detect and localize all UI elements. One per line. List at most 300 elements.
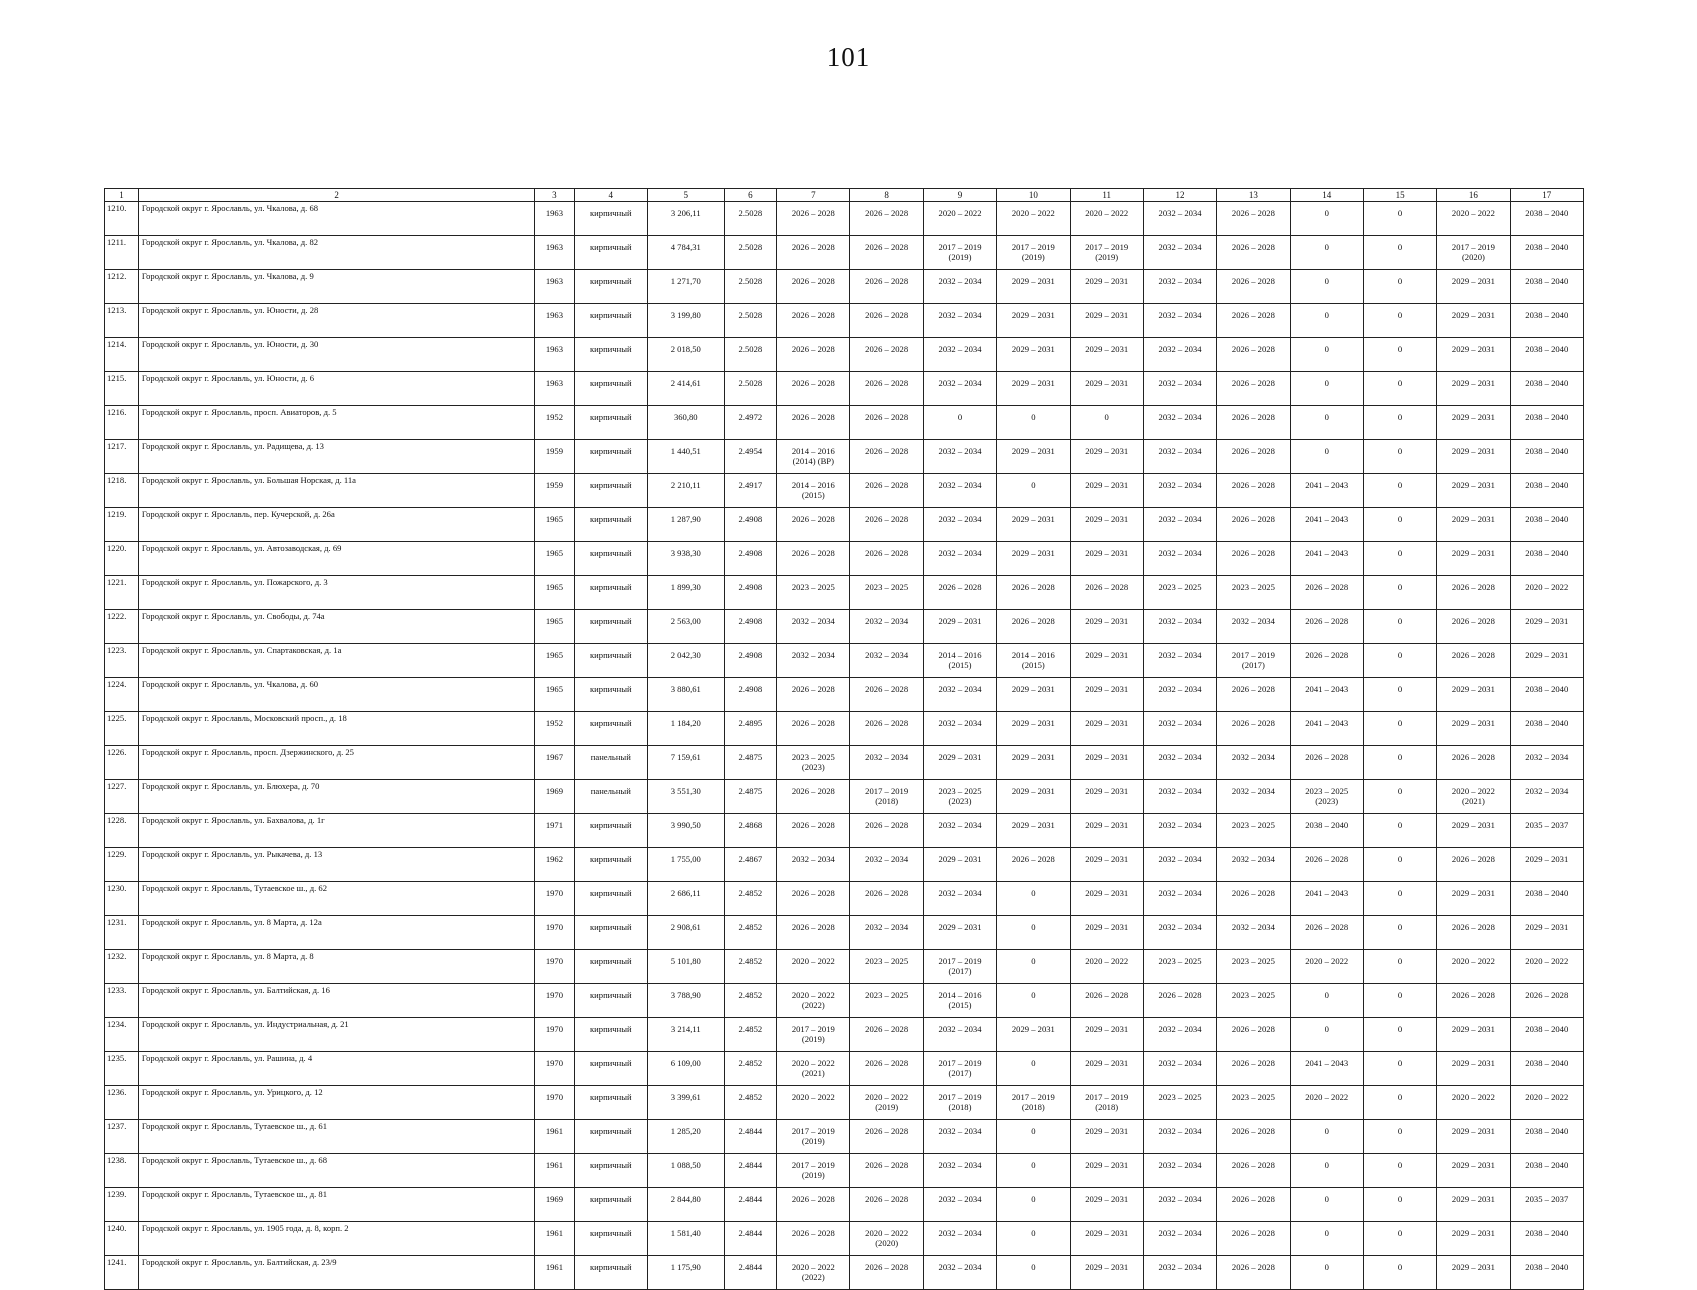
period-col-12-cell: 2032 – 2034 [1143,1188,1216,1222]
row-number-cell: 1217. [105,440,139,474]
period-col-10-cell: 2029 – 2031 [997,440,1070,474]
period-col-9-cell: 2014 – 2016 (2015) [923,644,996,678]
period-col-13-cell: 2026 – 2028 [1217,202,1290,236]
period-col-10-cell: 2029 – 2031 [997,542,1070,576]
period-col-11-cell: 2029 – 2031 [1070,814,1143,848]
period-col-10-cell: 2029 – 2031 [997,746,1070,780]
period-col-11-cell: 2029 – 2031 [1070,338,1143,372]
period-col-17-cell: 2035 – 2037 [1510,814,1583,848]
coefficient-cell: 2.5028 [724,236,777,270]
period-col-7-cell: 2026 – 2028 [777,270,850,304]
coefficient-cell: 2.4867 [724,848,777,882]
row-number-cell: 1210. [105,202,139,236]
year-built-cell: 1961 [535,1256,574,1290]
period-col-14-cell: 2020 – 2022 [1290,950,1363,984]
table-row [105,270,1584,304]
address-cell: Городской округ г. Ярославль, ул. Большая Норская, д. 11а [138,474,534,508]
table-row [105,1188,1584,1222]
period-col-11-cell: 2029 – 2031 [1070,474,1143,508]
area-cell: 2 018,50 [647,338,724,372]
period-col-15-cell: 0 [1363,780,1436,814]
row-number-cell: 1219. [105,508,139,542]
period-col-7-cell: 2014 – 2016 (2015) [777,474,850,508]
row-number-cell: 1213. [105,304,139,338]
period-col-8-cell: 2026 – 2028 [850,542,923,576]
period-col-16-cell: 2020 – 2022 [1437,1086,1510,1120]
period-col-13-cell: 2026 – 2028 [1217,1018,1290,1052]
period-col-12-cell: 2032 – 2034 [1143,542,1216,576]
period-col-11-cell: 2020 – 2022 [1070,950,1143,984]
period-col-10-cell: 0 [997,950,1070,984]
period-col-12-cell: 2032 – 2034 [1143,508,1216,542]
address-cell: Городской округ г. Ярославль, ул. Юности, д. 30 [138,338,534,372]
period-col-17-cell: 2038 – 2040 [1510,1256,1583,1290]
address-cell: Городской округ г. Ярославль, ул. Чкалова, д. 9 [138,270,534,304]
period-col-12-cell: 2032 – 2034 [1143,746,1216,780]
period-col-10-cell: 2029 – 2031 [997,508,1070,542]
year-built-cell: 1969 [535,1188,574,1222]
period-col-8-cell: 2026 – 2028 [850,508,923,542]
period-col-15-cell: 0 [1363,508,1436,542]
area-cell: 6 109,00 [647,1052,724,1086]
period-col-14-cell: 0 [1290,1222,1363,1256]
period-col-16-cell: 2029 – 2031 [1437,712,1510,746]
period-col-17-cell: 2038 – 2040 [1510,304,1583,338]
coefficient-cell: 2.4844 [724,1222,777,1256]
period-col-8-cell: 2026 – 2028 [850,882,923,916]
period-col-7-cell: 2026 – 2028 [777,304,850,338]
period-col-11-cell: 2029 – 2031 [1070,440,1143,474]
table-row [105,576,1584,610]
period-col-14-cell: 2026 – 2028 [1290,576,1363,610]
area-cell: 3 214,11 [647,1018,724,1052]
period-col-12-cell: 2032 – 2034 [1143,406,1216,440]
period-col-13-cell: 2026 – 2028 [1217,1256,1290,1290]
period-col-9-cell: 2026 – 2028 [923,576,996,610]
period-col-9-cell: 2032 – 2034 [923,338,996,372]
period-col-9-cell: 2032 – 2034 [923,678,996,712]
area-cell: 1 285,20 [647,1120,724,1154]
row-number-cell: 1227. [105,780,139,814]
wall-material-cell: кирпичный [574,882,647,916]
period-col-17-cell: 2038 – 2040 [1510,1052,1583,1086]
period-col-15-cell: 0 [1363,1154,1436,1188]
period-col-7-cell: 2026 – 2028 [777,814,850,848]
coefficient-cell: 2.4844 [724,1188,777,1222]
period-col-7-cell: 2032 – 2034 [777,610,850,644]
table-row [105,882,1584,916]
period-col-17-cell: 2029 – 2031 [1510,610,1583,644]
period-col-7-cell: 2020 – 2022 [777,950,850,984]
period-col-17-cell: 2038 – 2040 [1510,338,1583,372]
area-cell: 1 287,90 [647,508,724,542]
table-row [105,678,1584,712]
year-built-cell: 1970 [535,916,574,950]
period-col-13-cell: 2023 – 2025 [1217,576,1290,610]
period-col-9-cell: 2032 – 2034 [923,1120,996,1154]
period-col-8-cell: 2026 – 2028 [850,440,923,474]
period-col-17-cell: 2038 – 2040 [1510,678,1583,712]
period-col-14-cell: 0 [1290,1120,1363,1154]
address-cell: Городской округ г. Ярославль, ул. Балтийская, д. 16 [138,984,534,1018]
wall-material-cell: кирпичный [574,916,647,950]
period-col-14-cell: 0 [1290,202,1363,236]
period-col-7-cell: 2026 – 2028 [777,542,850,576]
row-number-cell: 1238. [105,1154,139,1188]
period-col-16-cell: 2029 – 2031 [1437,882,1510,916]
period-col-9-cell: 2017 – 2019 (2019) [923,236,996,270]
period-col-15-cell: 0 [1363,746,1436,780]
period-col-14-cell: 2023 – 2025 (2023) [1290,780,1363,814]
period-col-13-cell: 2023 – 2025 [1217,814,1290,848]
wall-material-cell: кирпичный [574,1154,647,1188]
period-col-15-cell: 0 [1363,1120,1436,1154]
period-col-15-cell: 0 [1363,848,1436,882]
coefficient-cell: 2.4954 [724,440,777,474]
row-number-cell: 1224. [105,678,139,712]
period-col-8-cell: 2026 – 2028 [850,236,923,270]
row-number-cell: 1233. [105,984,139,1018]
column-number-header: 11 [1070,189,1143,202]
address-cell: Городской округ г. Ярославль, ул. Индустриальная, д. 21 [138,1018,534,1052]
year-built-cell: 1952 [535,712,574,746]
row-number-cell: 1236. [105,1086,139,1120]
year-built-cell: 1961 [535,1120,574,1154]
period-col-16-cell: 2029 – 2031 [1437,304,1510,338]
period-col-15-cell: 0 [1363,882,1436,916]
period-col-15-cell: 0 [1363,474,1436,508]
period-col-11-cell: 2029 – 2031 [1070,542,1143,576]
period-col-8-cell: 2032 – 2034 [850,848,923,882]
period-col-11-cell: 2029 – 2031 [1070,1052,1143,1086]
period-col-7-cell: 2026 – 2028 [777,780,850,814]
row-number-cell: 1226. [105,746,139,780]
period-col-10-cell: 2029 – 2031 [997,712,1070,746]
coefficient-cell: 2.4852 [724,950,777,984]
period-col-17-cell: 2038 – 2040 [1510,882,1583,916]
row-number-cell: 1215. [105,372,139,406]
year-built-cell: 1969 [535,780,574,814]
period-col-16-cell: 2026 – 2028 [1437,576,1510,610]
coefficient-cell: 2.5028 [724,270,777,304]
row-number-cell: 1229. [105,848,139,882]
table-row [105,1222,1584,1256]
period-col-17-cell: 2038 – 2040 [1510,542,1583,576]
area-cell: 3 990,50 [647,814,724,848]
period-col-14-cell: 0 [1290,372,1363,406]
period-col-9-cell: 2032 – 2034 [923,304,996,338]
period-col-8-cell: 2026 – 2028 [850,202,923,236]
address-cell: Городской округ г. Ярославль, просп. Дзержинского, д. 25 [138,746,534,780]
period-col-17-cell: 2038 – 2040 [1510,202,1583,236]
row-number-cell: 1231. [105,916,139,950]
area-cell: 2 563,00 [647,610,724,644]
year-built-cell: 1970 [535,1052,574,1086]
period-col-8-cell: 2026 – 2028 [850,1018,923,1052]
period-col-12-cell: 2032 – 2034 [1143,440,1216,474]
coefficient-cell: 2.4844 [724,1256,777,1290]
period-col-7-cell: 2026 – 2028 [777,338,850,372]
area-cell: 2 908,61 [647,916,724,950]
period-col-8-cell: 2026 – 2028 [850,1120,923,1154]
row-number-cell: 1214. [105,338,139,372]
period-col-13-cell: 2026 – 2028 [1217,712,1290,746]
period-col-11-cell: 2029 – 2031 [1070,304,1143,338]
period-col-7-cell: 2032 – 2034 [777,644,850,678]
period-col-17-cell: 2026 – 2028 [1510,984,1583,1018]
year-built-cell: 1963 [535,202,574,236]
wall-material-cell: кирпичный [574,304,647,338]
row-number-cell: 1212. [105,270,139,304]
wall-material-cell: кирпичный [574,270,647,304]
period-col-10-cell: 2014 – 2016 (2015) [997,644,1070,678]
year-built-cell: 1963 [535,338,574,372]
period-col-10-cell: 2029 – 2031 [997,678,1070,712]
row-number-cell: 1230. [105,882,139,916]
period-col-17-cell: 2029 – 2031 [1510,644,1583,678]
period-col-17-cell: 2020 – 2022 [1510,1086,1583,1120]
period-col-14-cell: 0 [1290,304,1363,338]
period-col-8-cell: 2026 – 2028 [850,814,923,848]
coefficient-cell: 2.4908 [724,644,777,678]
table-row [105,1052,1584,1086]
area-cell: 2 844,80 [647,1188,724,1222]
period-col-7-cell: 2026 – 2028 [777,1222,850,1256]
table-row [105,1086,1584,1120]
year-built-cell: 1963 [535,304,574,338]
area-cell: 4 784,31 [647,236,724,270]
period-col-17-cell: 2032 – 2034 [1510,780,1583,814]
period-col-16-cell: 2029 – 2031 [1437,372,1510,406]
year-built-cell: 1965 [535,576,574,610]
wall-material-cell: кирпичный [574,576,647,610]
address-cell: Городской округ г. Ярославль, ул. Автозаводская, д. 69 [138,542,534,576]
period-col-13-cell: 2026 – 2028 [1217,474,1290,508]
address-cell: Городской округ г. Ярославль, ул. Пожарского, д. 3 [138,576,534,610]
year-built-cell: 1970 [535,950,574,984]
table-row [105,236,1584,270]
column-number-header: 15 [1363,189,1436,202]
table-row [105,814,1584,848]
period-col-14-cell: 2041 – 2043 [1290,508,1363,542]
wall-material-cell: кирпичный [574,1086,647,1120]
period-col-12-cell: 2032 – 2034 [1143,644,1216,678]
period-col-16-cell: 2029 – 2031 [1437,542,1510,576]
period-col-11-cell: 2029 – 2031 [1070,610,1143,644]
period-col-10-cell: 2029 – 2031 [997,270,1070,304]
period-col-10-cell: 2029 – 2031 [997,780,1070,814]
period-col-8-cell: 2032 – 2034 [850,746,923,780]
period-col-11-cell: 2029 – 2031 [1070,1222,1143,1256]
address-cell: Городской округ г. Ярославль, ул. Блюхера, д. 70 [138,780,534,814]
coefficient-cell: 2.4908 [724,678,777,712]
year-built-cell: 1965 [535,610,574,644]
wall-material-cell: кирпичный [574,678,647,712]
wall-material-cell: кирпичный [574,712,647,746]
row-number-cell: 1232. [105,950,139,984]
row-number-cell: 1235. [105,1052,139,1086]
area-cell: 1 755,00 [647,848,724,882]
area-cell: 1 175,90 [647,1256,724,1290]
wall-material-cell: кирпичный [574,644,647,678]
coefficient-cell: 2.4908 [724,576,777,610]
period-col-12-cell: 2032 – 2034 [1143,474,1216,508]
period-col-10-cell: 2026 – 2028 [997,610,1070,644]
period-col-15-cell: 0 [1363,610,1436,644]
row-number-cell: 1221. [105,576,139,610]
period-col-7-cell: 2026 – 2028 [777,406,850,440]
address-cell: Городской округ г. Ярославль, Тутаевское ш., д. 81 [138,1188,534,1222]
period-col-15-cell: 0 [1363,236,1436,270]
period-col-16-cell: 2029 – 2031 [1437,1052,1510,1086]
period-col-16-cell: 2026 – 2028 [1437,644,1510,678]
table-row [105,746,1584,780]
address-cell: Городской округ г. Ярославль, ул. Юности, д. 6 [138,372,534,406]
area-cell: 3 199,80 [647,304,724,338]
period-col-13-cell: 2032 – 2034 [1217,610,1290,644]
period-col-8-cell: 2026 – 2028 [850,1256,923,1290]
period-col-7-cell: 2026 – 2028 [777,712,850,746]
period-col-13-cell: 2023 – 2025 [1217,950,1290,984]
period-col-15-cell: 0 [1363,1256,1436,1290]
column-number-header: 12 [1143,189,1216,202]
period-col-10-cell: 2029 – 2031 [997,304,1070,338]
year-built-cell: 1970 [535,882,574,916]
coefficient-cell: 2.4972 [724,406,777,440]
area-cell: 1 899,30 [647,576,724,610]
year-built-cell: 1963 [535,372,574,406]
wall-material-cell: кирпичный [574,440,647,474]
period-col-9-cell: 2032 – 2034 [923,270,996,304]
area-cell: 360,80 [647,406,724,440]
period-col-12-cell: 2032 – 2034 [1143,372,1216,406]
period-col-12-cell: 2032 – 2034 [1143,814,1216,848]
period-col-9-cell: 2032 – 2034 [923,474,996,508]
period-col-7-cell: 2026 – 2028 [777,508,850,542]
table-row [105,610,1584,644]
period-col-15-cell: 0 [1363,950,1436,984]
period-col-16-cell: 2026 – 2028 [1437,746,1510,780]
address-cell: Городской округ г. Ярославль, ул. Рашина, д. 4 [138,1052,534,1086]
coefficient-cell: 2.4852 [724,916,777,950]
address-cell: Городской округ г. Ярославль, ул. Урицкого, д. 12 [138,1086,534,1120]
area-cell: 1 184,20 [647,712,724,746]
period-col-7-cell: 2020 – 2022 (2021) [777,1052,850,1086]
address-cell: Городской округ г. Ярославль, ул. Бахвалова, д. 1г [138,814,534,848]
period-col-12-cell: 2023 – 2025 [1143,950,1216,984]
period-col-13-cell: 2026 – 2028 [1217,338,1290,372]
period-col-10-cell: 0 [997,1052,1070,1086]
period-col-7-cell: 2032 – 2034 [777,848,850,882]
year-built-cell: 1952 [535,406,574,440]
year-built-cell: 1967 [535,746,574,780]
table-row [105,542,1584,576]
period-col-16-cell: 2026 – 2028 [1437,610,1510,644]
period-col-15-cell: 0 [1363,1222,1436,1256]
period-col-11-cell: 2029 – 2031 [1070,882,1143,916]
coefficient-cell: 2.4895 [724,712,777,746]
area-cell: 2 042,30 [647,644,724,678]
area-cell: 3 399,61 [647,1086,724,1120]
period-col-8-cell: 2026 – 2028 [850,712,923,746]
wall-material-cell: кирпичный [574,1052,647,1086]
period-col-17-cell: 2038 – 2040 [1510,270,1583,304]
period-col-7-cell: 2026 – 2028 [777,202,850,236]
table-row [105,1018,1584,1052]
period-col-16-cell: 2029 – 2031 [1437,678,1510,712]
column-number-header: 2 [138,189,534,202]
period-col-13-cell: 2032 – 2034 [1217,848,1290,882]
period-col-12-cell: 2032 – 2034 [1143,236,1216,270]
row-number-cell: 1211. [105,236,139,270]
row-number-cell: 1223. [105,644,139,678]
period-col-8-cell: 2026 – 2028 [850,304,923,338]
year-built-cell: 1961 [535,1154,574,1188]
coefficient-cell: 2.4875 [724,780,777,814]
period-col-17-cell: 2029 – 2031 [1510,916,1583,950]
period-col-13-cell: 2026 – 2028 [1217,236,1290,270]
period-col-10-cell: 2029 – 2031 [997,814,1070,848]
period-col-15-cell: 0 [1363,1188,1436,1222]
address-cell: Городской округ г. Ярославль, ул. 1905 года, д. 8, корп. 2 [138,1222,534,1256]
year-built-cell: 1971 [535,814,574,848]
address-cell: Городской округ г. Ярославль, ул. Чкалова, д. 68 [138,202,534,236]
period-col-9-cell: 2017 – 2019 (2017) [923,950,996,984]
row-number-cell: 1218. [105,474,139,508]
table-row [105,1120,1584,1154]
address-cell: Городской округ г. Ярославль, ул. 8 Марта, д. 12а [138,916,534,950]
table-row [105,1256,1584,1290]
period-col-12-cell: 2032 – 2034 [1143,780,1216,814]
period-col-12-cell: 2032 – 2034 [1143,882,1216,916]
period-col-16-cell: 2029 – 2031 [1437,814,1510,848]
column-number-header: 14 [1290,189,1363,202]
year-built-cell: 1965 [535,644,574,678]
period-col-14-cell: 0 [1290,984,1363,1018]
period-col-14-cell: 2026 – 2028 [1290,644,1363,678]
address-cell: Городской округ г. Ярославль, ул. Балтийская, д. 23/9 [138,1256,534,1290]
period-col-14-cell: 2026 – 2028 [1290,746,1363,780]
period-col-17-cell: 2038 – 2040 [1510,1154,1583,1188]
period-col-16-cell: 2020 – 2022 [1437,202,1510,236]
period-col-11-cell: 2029 – 2031 [1070,508,1143,542]
period-col-13-cell: 2026 – 2028 [1217,270,1290,304]
coefficient-cell: 2.4875 [724,746,777,780]
year-built-cell: 1963 [535,270,574,304]
address-cell: Городской округ г. Ярославль, Московский просп., д. 18 [138,712,534,746]
period-col-14-cell: 2041 – 2043 [1290,882,1363,916]
area-cell: 7 159,61 [647,746,724,780]
period-col-7-cell: 2020 – 2022 (2022) [777,984,850,1018]
coefficient-cell: 2.5028 [724,338,777,372]
period-col-8-cell: 2026 – 2028 [850,1052,923,1086]
period-col-9-cell: 2032 – 2034 [923,542,996,576]
period-col-7-cell: 2026 – 2028 [777,372,850,406]
year-built-cell: 1963 [535,236,574,270]
address-cell: Городской округ г. Ярославль, Тутаевское ш., д. 62 [138,882,534,916]
area-cell: 2 686,11 [647,882,724,916]
period-col-16-cell: 2029 – 2031 [1437,508,1510,542]
period-col-7-cell: 2017 – 2019 (2019) [777,1120,850,1154]
period-col-11-cell: 2029 – 2031 [1070,712,1143,746]
period-col-14-cell: 2041 – 2043 [1290,678,1363,712]
period-col-15-cell: 0 [1363,1018,1436,1052]
period-col-9-cell: 2023 – 2025 (2023) [923,780,996,814]
period-col-17-cell: 2038 – 2040 [1510,1222,1583,1256]
address-cell: Городской округ г. Ярославль, ул. Рыкачева, д. 13 [138,848,534,882]
year-built-cell: 1970 [535,1018,574,1052]
period-col-13-cell: 2026 – 2028 [1217,1222,1290,1256]
